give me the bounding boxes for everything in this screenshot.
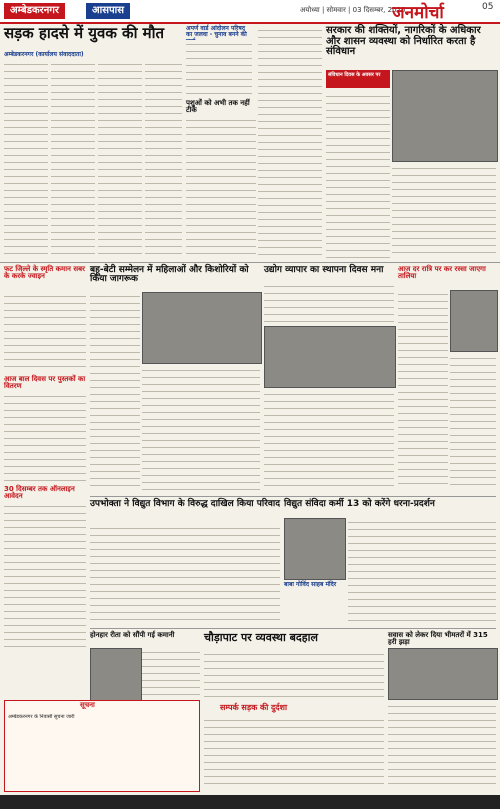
lower-center-body — [348, 518, 496, 624]
section-tab: आसपास — [86, 3, 130, 19]
middle-right-photo — [450, 290, 498, 352]
top-center-body2 — [186, 116, 256, 256]
lead-body-col1 — [4, 60, 48, 260]
middle-right-body2 — [450, 354, 496, 490]
divider — [90, 496, 496, 497]
divider — [0, 262, 500, 263]
left-box1-body — [4, 292, 86, 372]
middle-center-headline: उद्योग व्यापार का स्थापना दिवस मना — [264, 265, 384, 275]
left-box2-headline: आज बाल दिवस पर पुस्तकों का वितरण — [4, 375, 86, 391]
divider — [90, 628, 496, 629]
bottom-center-body1 — [204, 650, 384, 700]
middle-right-body — [398, 290, 448, 490]
bottom-center-headline: चौड़ापाट पर व्यवस्था बदहाल — [204, 631, 318, 644]
middle-center-photo — [264, 326, 396, 388]
top-right-kicker: संविधान दिवस के अवसर पर — [326, 70, 390, 88]
bottom-center-body2 — [204, 716, 384, 786]
lead-headline: सड़क हादसे में युवक की मौत — [4, 24, 165, 42]
notice-text: अम्बेडकरनगर के निवासी सूचना जारी — [8, 714, 75, 720]
left-box3-body — [4, 502, 86, 652]
lead-body-col2 — [51, 60, 95, 260]
top-center-body — [186, 40, 252, 95]
left-box1-headline: फट जिल्ले के स्मृति कमान सबर के करके ज्वाइन — [4, 265, 85, 281]
top-right-body1 — [326, 92, 390, 258]
lower-center-headline: विद्युत संविदा कर्मी 13 को करेंगे धरना-प्रदर्शन — [284, 499, 435, 509]
middle-left-photo — [142, 292, 262, 364]
section-label: अम्बेडकरनगर — [4, 3, 65, 19]
page-number: 05 — [482, 2, 494, 12]
middle-left-body2 — [142, 366, 260, 492]
issue-date: अयोध्या | सोमवार | 03 दिसम्बर, 2020 — [300, 6, 406, 14]
middle-right-headline: आज दर रात्रि पर कर रस्सा जाएगा तालिया — [398, 265, 486, 281]
lower-left-headline: उपभोक्ता ने विद्युत विभाग के विरुद्ध दाखिल किया परिवाद — [90, 499, 281, 509]
footer-bar — [0, 795, 500, 809]
bottom-right-photo — [388, 648, 498, 700]
middle-left-body1 — [90, 292, 140, 492]
left-box2-body — [4, 392, 86, 482]
left-box3-headline: 30 दिसम्बर तक ऑनलाइन आवेदन — [4, 485, 75, 501]
lead-byline: अम्बेडकरनगर (कार्यालय संवाददाता) — [4, 51, 84, 58]
bottom-left-headline: होनहार रीता को सौंपी गई कमानी — [90, 631, 175, 639]
lead-body-col4 — [145, 60, 182, 260]
middle-center-body2 — [264, 390, 394, 492]
bottom-right-headline: सवास को लेकर दिया भीमतरों में 315 हरी झड़ा — [388, 631, 488, 647]
bottom-center-subhead: सम्पर्क सड़क की दुर्दशा — [220, 703, 288, 712]
top-right-photo — [392, 70, 498, 162]
lead-body-col3 — [98, 60, 142, 260]
top-right-body2 — [392, 164, 496, 258]
newspaper-logo: जनमोर्चा — [392, 3, 444, 23]
top-center-body3 — [258, 26, 322, 258]
lower-center-sub: बाबा गोविंद साहब मंदिर — [284, 581, 337, 588]
top-right-headline: सरकार की शक्तियों, नागरिकों के अधिकार और शासन व्यवस्था को निर्धारित करता है संविधान — [326, 25, 481, 57]
middle-center-body1 — [264, 282, 394, 322]
top-center-subhead: पशुओं को अभी तक नहीं टीके — [186, 99, 250, 115]
notice-title: सूचना — [80, 701, 95, 709]
lower-center-photo — [284, 518, 346, 580]
bottom-right-body — [388, 702, 496, 788]
middle-left-headline: बहू-बेटी सम्मेलन में महिलाओं और किशोरियों को किया जागरूक — [90, 265, 249, 285]
lower-left-body — [90, 524, 280, 624]
top-center-headline: अपर्ण वार्ड आंदोलन परिषद का जलवा - चुनाव बनने की — [186, 25, 247, 39]
